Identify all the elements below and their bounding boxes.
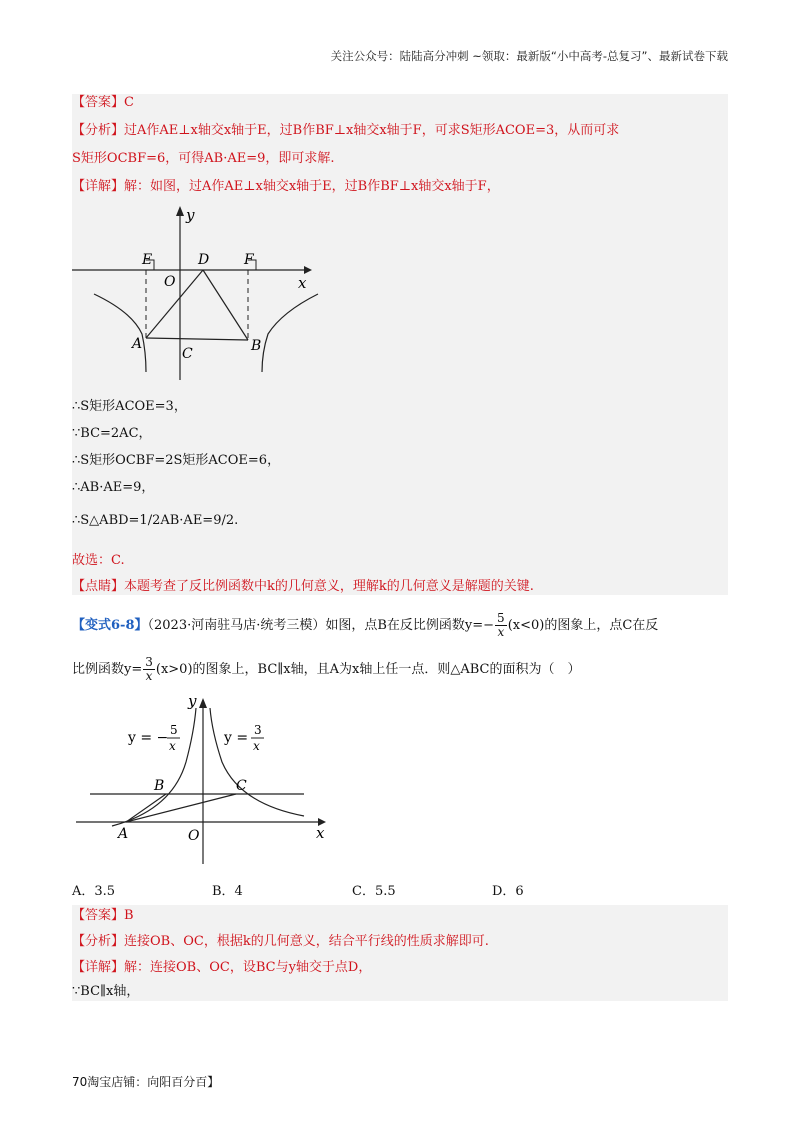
label-x-2: x [316,824,325,842]
figure-1-rect-hyperbola [72,202,332,392]
variant-question-line-2 [72,656,728,683]
detail-tag: 【详解】 [72,179,125,194]
variant-source: （2023·河南驻马店·统考三模） [147,618,326,633]
shop-name: 淘宝店铺：向阳百分百】 [87,1075,220,1089]
variant-text-1b: (x<0)的图象上，点C在反 [507,618,659,633]
answer-tag-2: 【答案】 [72,908,125,923]
variant-text-1a: 如图，点B在反比例函数y=− [325,618,495,633]
segment-AB-2 [126,794,166,822]
frac1-den: x [497,625,505,639]
answer-line [72,94,134,112]
detail-text-1: 解：如图，过A作AE⊥x轴交x轴于E，过B作BF⊥x轴交x轴于F， [124,179,500,194]
label-E: E [142,252,153,268]
frac2-num: 3 [145,655,153,669]
analysis-text-1: 过A作AE⊥x轴交x轴于E，过B作BF⊥x轴交x轴于F，可求S矩形ACOE=3，从而可求 [124,123,620,138]
solution-block-1 [72,94,728,595]
option-c[interactable]: C．5.5 [352,884,396,899]
page-number: 70 [72,1075,88,1089]
label-C-2: C [236,778,247,794]
step-4: ∴AB·AE=9， [72,480,155,495]
step-3: ∴S矩形OCBF=2S矩形ACOE=6， [72,453,281,468]
label-A: A [132,336,143,352]
detail-text-b: 解：连接OB、OC，设BC与y轴交于点D， [124,960,372,975]
x-axis-arrow [304,266,312,274]
variant-text-2b: (x>0)的图象上，BC∥x轴，且A为x轴上任一点．则△ABC的面积为（ ） [155,662,581,677]
option-b[interactable]: B．4 [212,884,243,899]
segment-AB [146,338,248,340]
choice-line: 故选：C. [72,553,125,568]
step-5: ∴S△ABD=1/2AB·AE=9/2. [72,513,239,528]
variant-tag: 【变式6-8】 [72,618,148,633]
option-a[interactable]: A．3.5 [72,884,116,899]
frac2-den: x [145,669,153,683]
answer-line-2 [72,907,134,925]
segment-AC-2 [126,794,236,822]
variant-question-line-1 [72,612,728,639]
segment-DB [203,270,248,340]
label-x: x [298,274,307,292]
comment-tag: 【点睛】 [72,579,125,594]
label-D: D [198,252,210,268]
right-func-num: 3 [254,723,262,737]
variant-frac-2 [143,656,155,683]
label-O-2: O [188,828,200,844]
analysis-line-2: S矩形OCBF=6，可得AB·AE=9，即可求解. [72,151,335,166]
answer-value-2: B [124,908,134,923]
label-B-2: B [154,778,165,794]
solution-block-2 [72,905,728,1001]
left-func-num: 5 [170,723,178,737]
left-branch [94,294,146,372]
variant-frac-1 [495,612,507,639]
label-O: O [164,274,176,290]
detail-line-1 [72,178,500,196]
analysis-tag-2: 【分析】 [72,934,125,949]
comment-line [72,578,534,596]
answer-value: C [124,95,134,110]
analysis-line-1 [72,122,619,140]
right-func-prefix: y = [224,730,249,746]
left-curve [112,708,196,826]
detail-tag-2: 【详解】 [72,960,125,975]
option-d[interactable]: D．6 [492,884,524,899]
left-func-prefix: y = − [128,730,169,746]
detail-line-b [72,959,371,977]
label-y: y [186,206,195,224]
header-note: 关注公众号：陆陆高分冲刺 ~领取：最新版“小中高考-总复习”、最新试卷下载 [330,49,728,63]
left-func-den: x [169,739,176,753]
label-F: F [244,252,254,268]
footer [72,1073,219,1090]
label-A-2: A [118,826,129,842]
label-y-2: y [188,692,197,710]
variant-text-2a: 比例函数y= [72,662,143,677]
analysis-text-b: 连接OB、OC，根据k的几何意义，结合平行线的性质求解即可. [124,934,489,949]
comment-text: 本题考查了反比例函数中k的几何意义，理解k的几何意义是解题的关键. [124,579,534,594]
right-func-den: x [253,739,260,753]
analysis-line-b [72,933,489,951]
y-axis-arrow-2 [199,698,207,708]
frac1-num: 5 [497,611,505,625]
step-1: ∴S矩形ACOE=3， [72,399,187,414]
label-B: B [251,338,262,354]
answer-tag: 【答案】 [72,95,125,110]
y-axis-arrow [176,206,184,216]
figure-2-two-hyperbolas [72,692,342,872]
step-b1: ∵BC∥x轴， [72,984,140,999]
step-2: ∵BC=2AC， [72,426,152,441]
right-branch [262,294,318,372]
label-C: C [182,346,193,362]
analysis-tag: 【分析】 [72,123,125,138]
